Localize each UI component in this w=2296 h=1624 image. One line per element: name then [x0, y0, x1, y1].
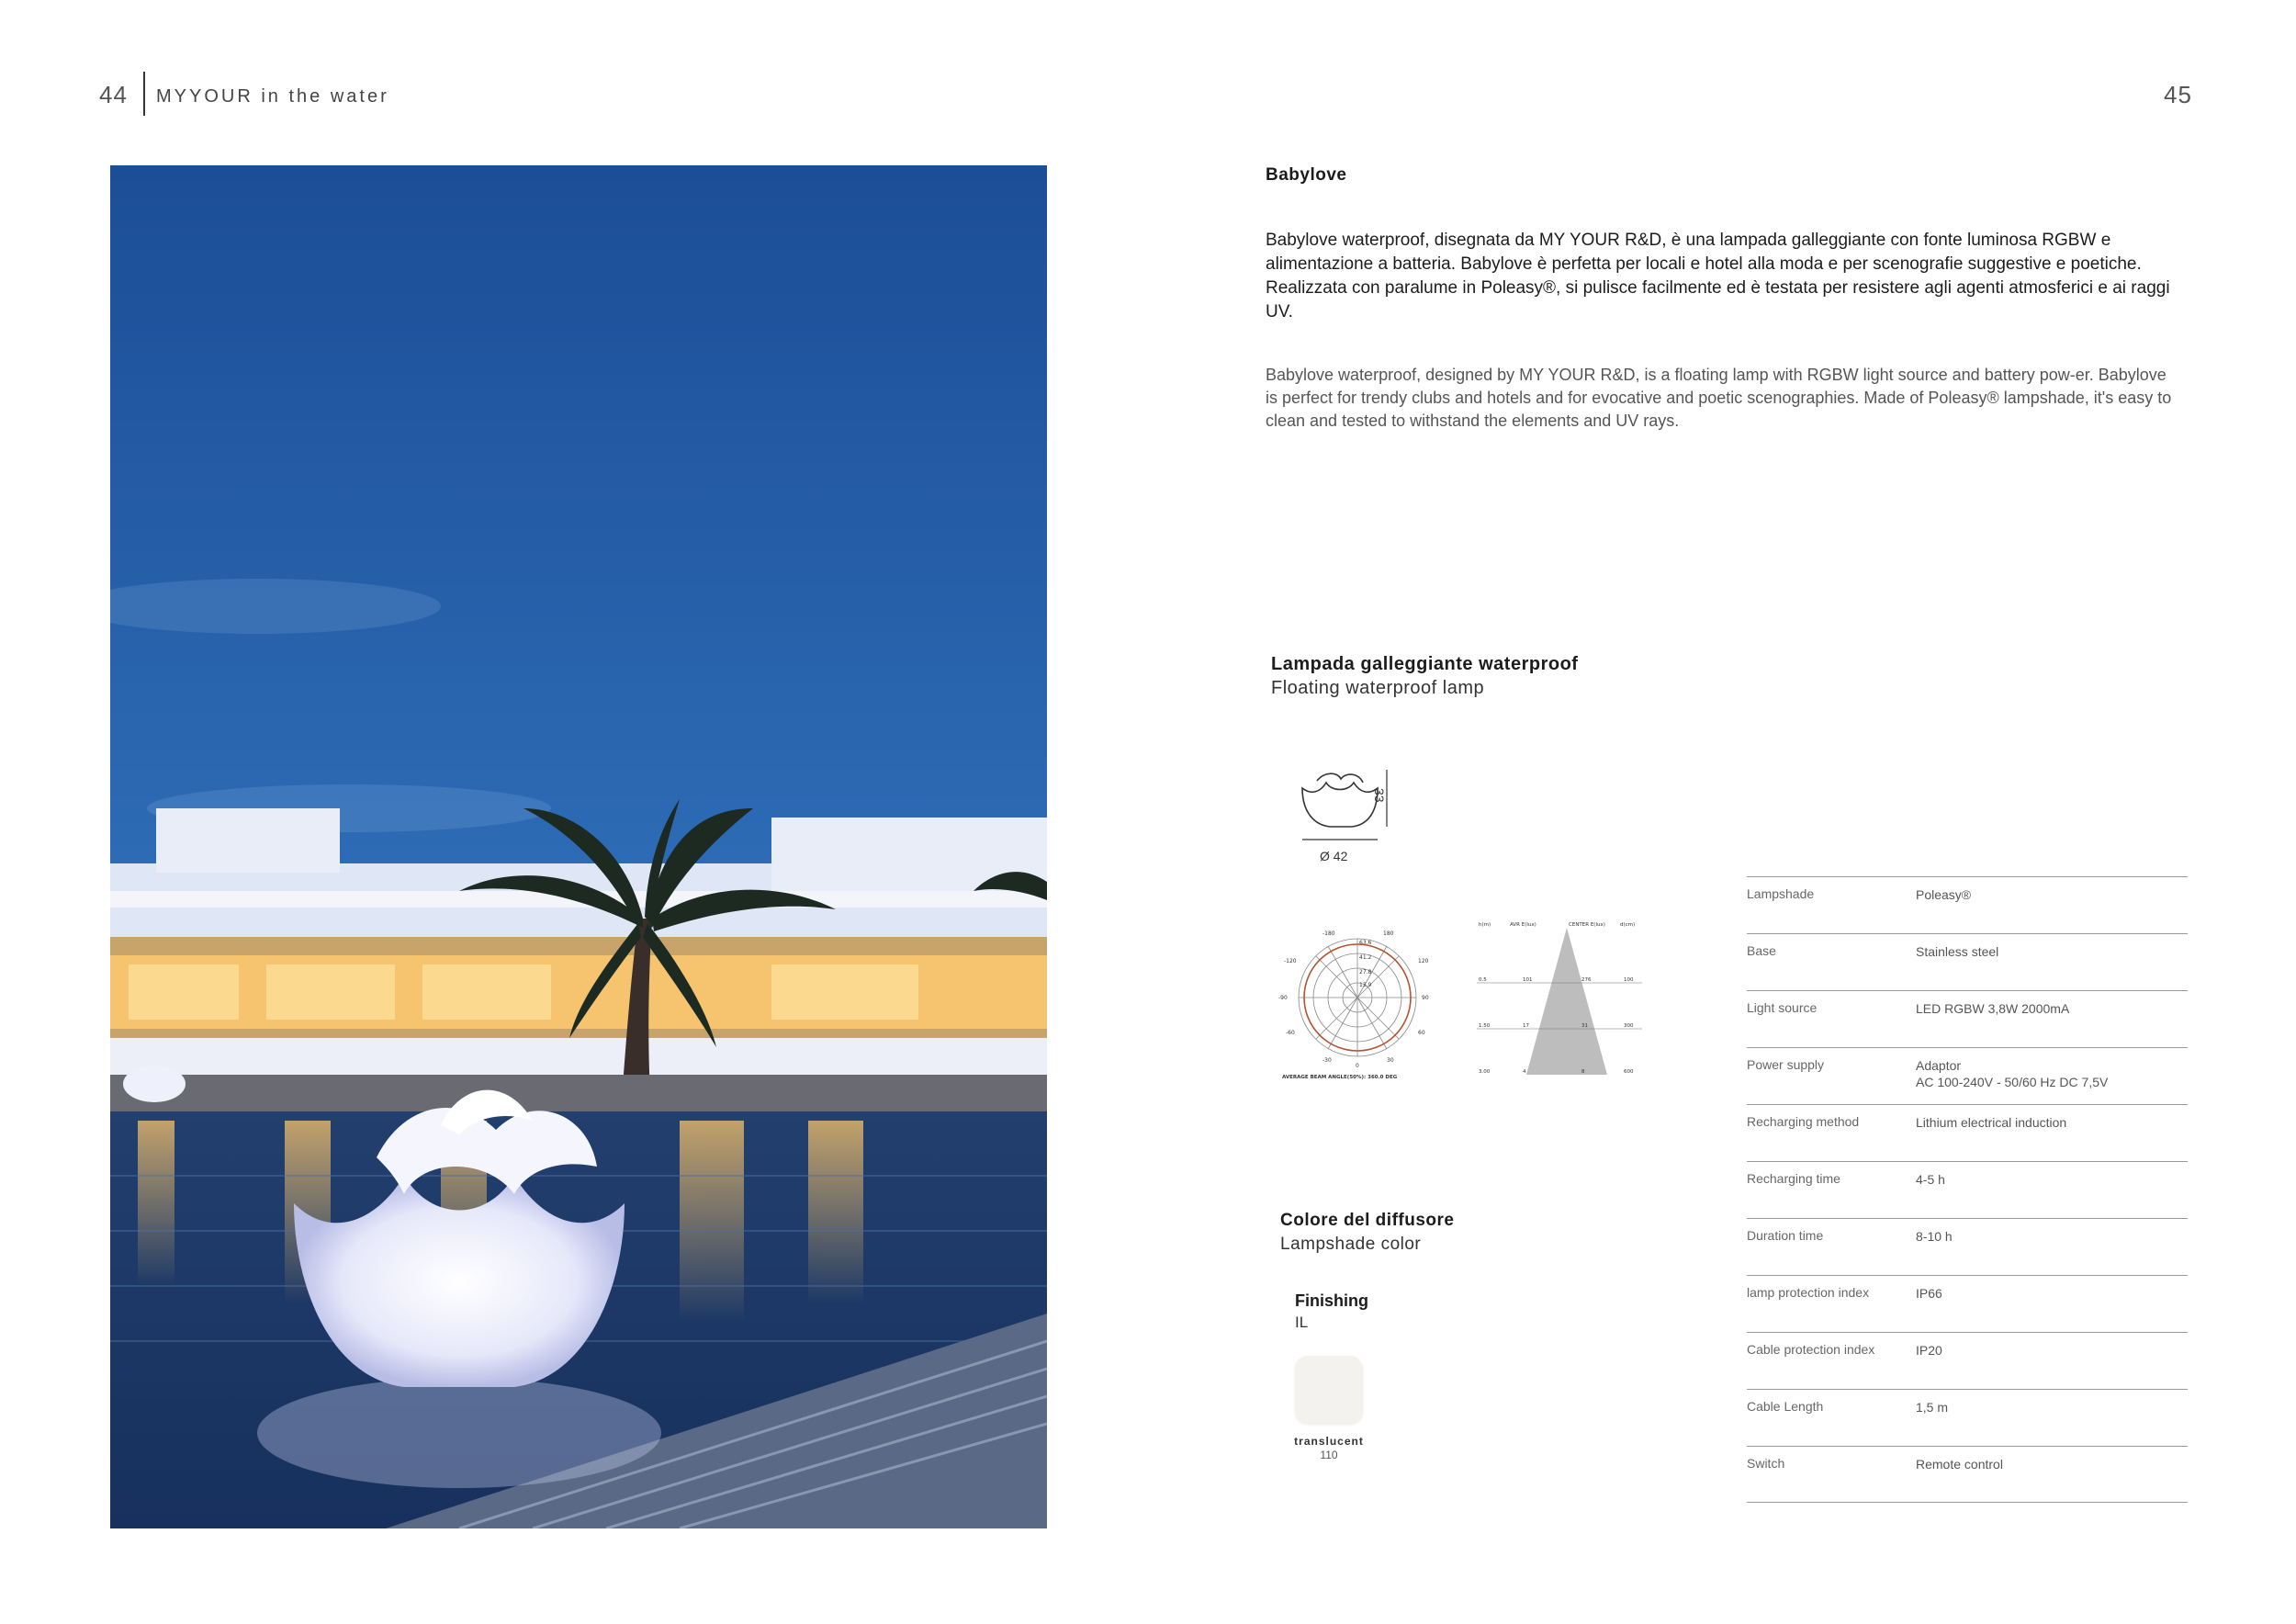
finishing-label: Finishing: [1295, 1291, 1368, 1310]
cone-cell: 276: [1581, 977, 1592, 983]
spec-value: Remote control: [1916, 1457, 2003, 1472]
polar-angle-label: -30: [1322, 1057, 1332, 1064]
spec-row: [1747, 1389, 2188, 1446]
polar-angle-label: 180: [1383, 930, 1394, 937]
spec-row: [1747, 933, 2188, 990]
spec-key: lamp protection index: [1747, 1285, 1870, 1300]
cone-cell: 300: [1624, 1023, 1634, 1029]
polar-ring-label: 63.6: [1359, 940, 1372, 946]
product-title: Babylove: [1266, 165, 1347, 185]
spec-key: Power supply: [1747, 1057, 1825, 1072]
color-swatch-translucent: [1295, 1356, 1363, 1424]
spec-value: IP20: [1916, 1343, 1942, 1358]
right-page-number: 45: [2164, 81, 2192, 108]
lampshade-color-title-italian: Colore del diffusore: [1280, 1211, 1455, 1230]
lampshade-color-title-english: Lampshade color: [1280, 1235, 1422, 1254]
cone-header: d(cm): [1620, 922, 1636, 928]
spec-row: [1747, 1218, 2188, 1275]
finishing-code: IL: [1295, 1314, 1309, 1331]
section-title: MYYOUR in the water: [156, 86, 389, 107]
spec-row: [1747, 1446, 2188, 1503]
polar-angle-label: 120: [1418, 958, 1429, 964]
product-type-english: Floating waterproof lamp: [1271, 678, 1485, 698]
cone-cell: 3.00: [1479, 1069, 1491, 1075]
cone-cell: 17: [1523, 1023, 1529, 1029]
specifications-table: [1747, 876, 2188, 1503]
product-type-italian: Lampada galleggiante waterproof: [1271, 654, 1579, 674]
spec-row: [1747, 990, 2188, 1047]
cone-cell: 1.50: [1479, 1023, 1491, 1029]
product-photo: [110, 165, 1047, 1528]
spec-value: LED RGBW 3,8W 2000mA: [1916, 1001, 2070, 1016]
polar-angle-label: 60: [1418, 1030, 1425, 1036]
description-italian: Babylove waterproof, disegnata da MY YOUR R&D, è una lampada galleggiante con fonte luminosa RGBW e alimentazione a batteria. Babylove è perfetta per locali e hotel alla moda e per scenografie suggestive e poetiche. Realizzata con paralume in Poleasy®, si pulisce facilmente ed è testata per resistere agli agenti atmosferici e ai raggi UV.: [1266, 231, 2170, 321]
spec-row: [1747, 1275, 2188, 1332]
cone-cell: 101: [1523, 977, 1533, 983]
cone-cell: 600: [1624, 1069, 1634, 1075]
spec-row: [1747, 1047, 2188, 1104]
polar-angle-label: -60: [1286, 1030, 1295, 1036]
polar-ring-label: 13.9: [1359, 982, 1372, 988]
spec-value: Lithium electrical induction: [1916, 1115, 2067, 1130]
polar-ring-label: 41.2: [1359, 954, 1372, 961]
spec-key: Switch: [1747, 1456, 1785, 1471]
cone-cell: 0.5: [1479, 977, 1487, 983]
spec-value: IP66: [1916, 1286, 1942, 1301]
cone-header: AVR E(lux): [1510, 922, 1536, 928]
cone-cell: 100: [1624, 977, 1634, 983]
dimension-drawing: [1295, 770, 1414, 871]
polar-angle-label: 0: [1356, 1063, 1359, 1069]
height-dimension: 33: [1372, 788, 1387, 803]
spec-value: Adaptor AC 100-240V - 50/60 Hz DC 7,5V: [1916, 1058, 2109, 1089]
polar-caption: AVERAGE BEAM ANGLE(50%): 360.0 DEG: [1282, 1075, 1398, 1080]
swatch-code: 110: [1320, 1449, 1338, 1461]
spec-value: 4-5 h: [1916, 1172, 1945, 1187]
polar-angle-label: 90: [1422, 995, 1429, 1001]
cone-illuminance-chart: [1477, 919, 1642, 1084]
spec-value: 1,5 m: [1916, 1400, 1949, 1415]
header-divider: [143, 72, 145, 116]
cone-header: h(m): [1479, 922, 1491, 928]
spec-row: [1747, 1104, 2188, 1161]
diameter-dimension: Ø 42: [1320, 849, 1348, 863]
spec-key: Lampshade: [1747, 886, 1815, 901]
polar-angle-label: -180: [1322, 930, 1335, 937]
polar-photometric-chart: [1275, 919, 1440, 1084]
spec-key: Recharging time: [1747, 1171, 1840, 1186]
description-english: Babylove waterproof, designed by MY YOUR R&D, is a floating lamp with RGBW light source and battery pow-er. Babylove is perfect for trendy clubs and hotels and for evocative and poetic scenographies. Made of Poleasy® lampshade, it's easy to clean and tested to withstand the elements and UV rays.: [1266, 366, 2172, 430]
spec-key: Cable Length: [1747, 1399, 1824, 1414]
spec-key: Cable protection index: [1747, 1342, 1875, 1357]
cone-cell: 4: [1523, 1069, 1526, 1075]
spec-key: Base: [1747, 943, 1776, 958]
spec-key: Duration time: [1747, 1228, 1824, 1243]
cone-header: CENTER E(lux): [1569, 922, 1605, 928]
polar-angle-label: -120: [1284, 958, 1297, 964]
swatch-name: translucent: [1294, 1435, 1364, 1448]
polar-angle-label: 30: [1387, 1057, 1394, 1064]
spec-row: [1747, 1332, 2188, 1389]
spec-row: [1747, 1161, 2188, 1218]
spec-key: Light source: [1747, 1000, 1818, 1015]
spec-value: Poleasy®: [1916, 887, 1972, 902]
left-page-number: 44: [99, 81, 128, 108]
spec-key: Recharging method: [1747, 1114, 1860, 1129]
spec-row: [1747, 876, 2188, 933]
spec-value: Stainless steel: [1916, 944, 1999, 959]
polar-angle-label: -90: [1278, 995, 1288, 1001]
spec-value: 8-10 h: [1916, 1229, 1953, 1244]
cone-cell: 31: [1581, 1023, 1588, 1029]
cone-cell: 8: [1581, 1069, 1585, 1075]
polar-ring-label: 27.8: [1359, 969, 1372, 976]
